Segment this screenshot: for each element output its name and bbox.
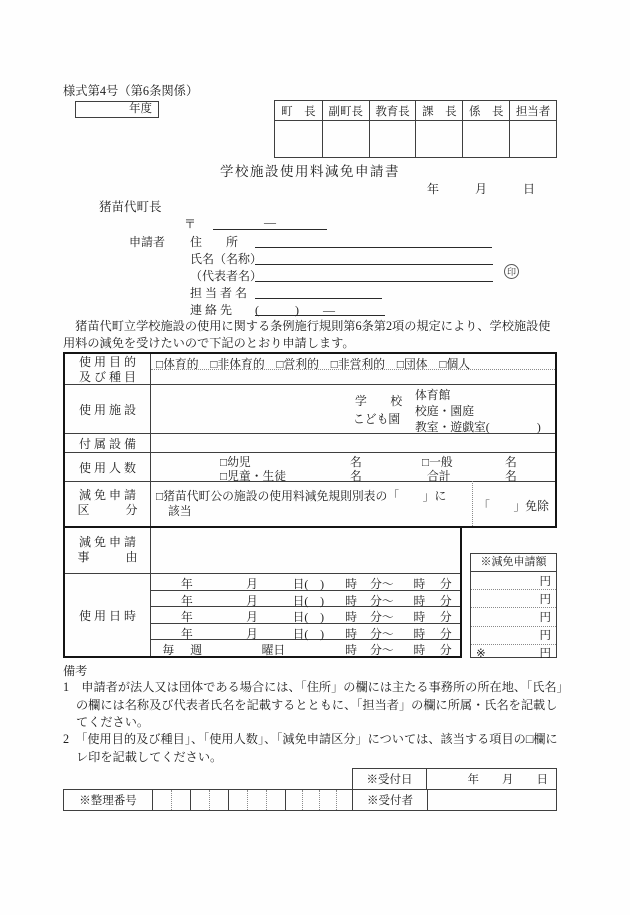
approval-col-section-chief: 課 長 [415, 101, 462, 121]
approval-stamp-cell [369, 121, 416, 157]
dt-every: 毎 [162, 643, 175, 657]
dt-minute-to: 分～ [370, 627, 394, 641]
amount-row [471, 626, 556, 644]
notes-header: 備考 [63, 664, 88, 678]
people-unit: 名 [350, 469, 362, 483]
dt-year: 年 [181, 627, 193, 641]
datetime-row-label: 使 用 日 時 [78, 609, 136, 623]
approval-stamp-cell [462, 121, 509, 157]
purpose-options: □体育的 □非体育的 □営利的 □非営利的 □団体 □個人 [156, 357, 471, 371]
table-divider [65, 573, 460, 574]
amount-unit: 円 [539, 630, 551, 643]
receipt-date-row [352, 768, 557, 790]
representative-line [255, 267, 493, 282]
serial-digit-cell [319, 790, 336, 810]
dt-month: 月 [246, 594, 258, 608]
dt-month: 月 [246, 610, 258, 624]
serial-digit-cell [266, 790, 285, 810]
postal-code-line: — [213, 215, 327, 230]
page-title: 学校施設使用料減免申請書 [220, 164, 400, 179]
people-row-label: 使 用 人 数 [78, 461, 136, 475]
name-label: 氏名（名称） [190, 252, 263, 266]
dt-minute-to: 分～ [370, 577, 394, 591]
table-divider [65, 481, 555, 482]
people-option-general: □一般 [422, 455, 453, 469]
approval-stamp-cell [275, 121, 322, 157]
dt-minute: 分 [439, 594, 452, 608]
serial-digit-cell [336, 790, 352, 810]
exemption-amount-box [470, 553, 557, 661]
applicant-label: 申請者 [129, 235, 166, 249]
datetime-date-row [150, 592, 460, 607]
category-exemption: 「 」免除 [478, 499, 549, 513]
category-option-cont: 該当 [168, 504, 192, 518]
receiver-label: ※受付者 [352, 790, 427, 810]
dt-day: 日( ) [292, 594, 325, 608]
serial-number-row [63, 789, 557, 811]
amount-unit: 円 [539, 611, 551, 624]
amount-unit: 円 [539, 593, 551, 606]
serial-digit-cell [171, 790, 190, 810]
amount-box-header: ※減免申請額 [471, 554, 556, 572]
serial-digit-cell [152, 790, 171, 810]
name-line [255, 250, 493, 265]
table-divider [65, 384, 555, 385]
facility-kindergarten-label: こども園 [353, 412, 401, 426]
serial-number-label: ※整理番号 [79, 795, 137, 807]
representative-label: （代表者名） [190, 269, 263, 283]
dt-minute: 分 [439, 643, 452, 657]
dt-minute: 分 [439, 627, 452, 641]
dt-hour2: 時 [413, 643, 426, 657]
approval-stamp-cell [509, 121, 556, 157]
facility-option-gym: 体育館 [415, 388, 451, 402]
category-row-label: 減 免 申 請 区 分 [77, 488, 138, 517]
note-item-1: 1 申請者が法人又は団体である場合には、「住所」の欄には主たる事務所の所在地、「氏名」の欄には名称及び代表者氏名を記載するとともに、「担当者」の欄に所属・氏名を記載してください。 [63, 680, 563, 729]
address-label: 住 所 [190, 235, 239, 249]
dt-hour: 時 [345, 627, 358, 641]
note-item-2: 2 「使用目的及び種目」、「使用人数」、「減免申請区分」については、該当する項目の□欄にレ印を記載してください。 [63, 732, 558, 764]
table-divider [151, 369, 555, 370]
reason-row-label: 減 免 申 請 事 由 [77, 535, 138, 564]
serial-digit-cell [302, 790, 319, 810]
facility-option-classroom: 教室・遊戯室( ) [415, 420, 541, 434]
facility-row-label: 使 用 施 設 [78, 403, 136, 417]
people-unit: 名 [350, 455, 362, 469]
serial-digit-cell [285, 790, 302, 810]
seal-mark-icon: 印 [504, 264, 519, 279]
people-unit: 名 [505, 469, 517, 483]
serial-digit-cell [247, 790, 266, 810]
dt-month: 月 [246, 577, 258, 591]
receiver-value-cell [427, 790, 556, 810]
dt-minute-to: 分～ [370, 610, 394, 624]
fiscal-year-box [75, 101, 159, 118]
approval-stamp-cell [415, 121, 462, 157]
amount-row [471, 589, 556, 607]
datetime-date-row [150, 625, 460, 640]
dt-week: 週 [190, 643, 203, 657]
facility-option-yard: 校庭・園庭 [415, 404, 474, 418]
dt-hour: 時 [345, 610, 358, 624]
dt-year: 年 [181, 577, 193, 591]
dt-year: 年 [181, 610, 193, 624]
people-option-infant: □幼児 [220, 455, 251, 469]
dt-minute: 分 [439, 610, 452, 624]
facility-school-label: 学 校 [355, 394, 403, 408]
approval-col-mayor: 町 長 [275, 101, 322, 121]
postal-mark: 〒 [184, 217, 197, 231]
amount-row [471, 607, 556, 625]
serial-digit-cell [190, 790, 209, 810]
contact-line: ( ) — [255, 301, 385, 316]
dt-year: 年 [181, 594, 193, 608]
serial-digit-cell [209, 790, 228, 810]
dt-minute-to: 分～ [370, 594, 394, 608]
equipment-row-label: 付 属 設 備 [78, 437, 136, 451]
dt-hour2: 時 [413, 610, 426, 624]
amount-row-total [471, 644, 556, 662]
people-unit: 名 [505, 455, 517, 469]
dt-hour2: 時 [413, 577, 426, 591]
dt-day: 日( ) [292, 627, 325, 641]
dt-weekday: 曜日 [261, 643, 286, 657]
approval-col-person-in-charge: 担当者 [509, 101, 556, 121]
staff-label: 担 当 者 名 [190, 286, 248, 300]
receipt-date-value: 年 月 日 [467, 774, 548, 786]
dt-day: 日( ) [292, 577, 325, 591]
fiscal-year-label: 年度 [129, 103, 152, 115]
people-option-student: □児童・生徒 [220, 469, 287, 483]
contact-label: 連 絡 先 [190, 303, 233, 317]
dt-day: 日( ) [292, 610, 325, 624]
amount-unit: 円 [539, 648, 551, 661]
staff-line [255, 284, 382, 299]
main-table-lower [63, 528, 462, 658]
datetime-date-row [150, 575, 460, 590]
dt-month: 月 [246, 627, 258, 641]
purpose-row-label: 使 用 目 的 及 び 種 目 [78, 355, 136, 384]
receipt-date-label: ※受付日 [353, 769, 427, 789]
datetime-weekly-row [150, 641, 460, 656]
dt-hour: 時 [345, 643, 358, 657]
dt-hour: 時 [345, 577, 358, 591]
serial-digit-cell [228, 790, 247, 810]
addressee: 猪苗代町長 [99, 200, 162, 214]
dt-minute-to: 分～ [370, 643, 394, 657]
address-line [255, 233, 492, 248]
amount-note-mark: ※ [476, 648, 486, 661]
form-number: 様式第4号（第6条関係） [63, 84, 199, 98]
dt-hour: 時 [345, 594, 358, 608]
datetime-date-row [150, 608, 460, 623]
category-option: □猪苗代町公の施設の使用料減免規則別表の「 」に [156, 489, 447, 503]
dt-hour2: 時 [413, 627, 426, 641]
approval-col-subsection-chief: 係 長 [462, 101, 509, 121]
table-divider [65, 452, 555, 453]
dt-minute: 分 [439, 577, 452, 591]
people-total-label: 合計 [427, 469, 451, 483]
approval-stamp-table [274, 100, 557, 158]
main-table-upper [63, 352, 557, 528]
amount-unit: 円 [539, 575, 551, 588]
approval-stamp-cell [322, 121, 369, 157]
amount-row [471, 572, 556, 589]
body-text: 猪苗代町立学校施設の使用に関する条例施行規則第6条第2項の規定により、学校施設使用料の減免を受けたいので下記のとおり申請します。 [63, 319, 551, 351]
application-date-line: 年 月 日 [426, 182, 535, 196]
dt-hour2: 時 [413, 594, 426, 608]
approval-col-superintendent: 教育長 [369, 101, 416, 121]
approval-col-deputy-mayor: 副町長 [322, 101, 369, 121]
table-divider [150, 354, 151, 526]
